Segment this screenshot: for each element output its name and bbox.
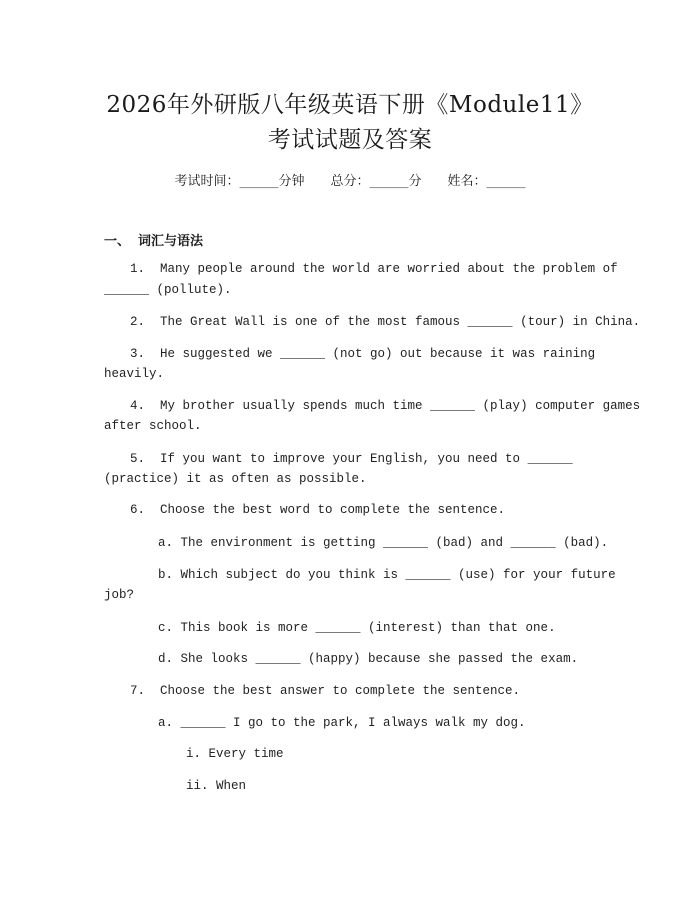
exam-title-line1: 2026年外研版八年级英语下册《Module11》 bbox=[106, 92, 594, 118]
question-1-line1: 1. Many people around the world are worried about the problem of bbox=[130, 262, 618, 276]
question-6-d: d. She looks ______ (happy) because she passed the exam. bbox=[158, 652, 579, 666]
question-6-c: c. This book is more ______ (interest) than that one. bbox=[158, 621, 556, 635]
question-3-line2: heavily. bbox=[104, 367, 165, 381]
question-4-line1: 4. My brother usually spends much time ______ (play) computer games bbox=[130, 399, 641, 413]
question-6-b-line2: job? bbox=[104, 588, 135, 602]
question-1-line2: ______ (pollute). bbox=[104, 283, 232, 297]
section-number: 一、 bbox=[104, 234, 131, 249]
question-5-line1: 5. If you want to improve your English, you need to ______ bbox=[130, 452, 573, 466]
question-6-b-line1: b. Which subject do you think is ______ (use) for your future bbox=[158, 568, 616, 582]
question-7-option-i: i. Every time bbox=[186, 747, 284, 761]
exam-meta bbox=[0, 170, 700, 189]
question-7-stem: 7. Choose the best answer to complete the sentence. bbox=[130, 684, 521, 698]
question-6-stem: 6. Choose the best word to complete the sentence. bbox=[130, 503, 506, 517]
total-score-field: 总分：______分 bbox=[330, 174, 422, 189]
question-7-a: a. ______ I go to the park, I always walk my dog. bbox=[158, 716, 526, 730]
question-6-a: a. The environment is getting ______ (bad) and ______ (bad). bbox=[158, 536, 609, 550]
question-7-option-ii: ii. When bbox=[186, 779, 247, 793]
question-3-line1: 3. He suggested we ______ (not go) out because it was raining bbox=[130, 347, 596, 361]
student-name-field: 姓名：______ bbox=[447, 174, 526, 189]
question-4-line2: after school. bbox=[104, 419, 202, 433]
section-title: 词汇与语法 bbox=[138, 234, 204, 249]
section-heading bbox=[104, 230, 203, 249]
question-5-line2: (practice) it as often as possible. bbox=[104, 472, 367, 486]
exam-title-line2: 考试试题及答案 bbox=[267, 127, 433, 153]
exam-time-field: 考试时间：______分钟 bbox=[174, 174, 305, 189]
question-2-line1: 2. The Great Wall is one of the most famous ______ (tour) in China. bbox=[130, 315, 641, 329]
